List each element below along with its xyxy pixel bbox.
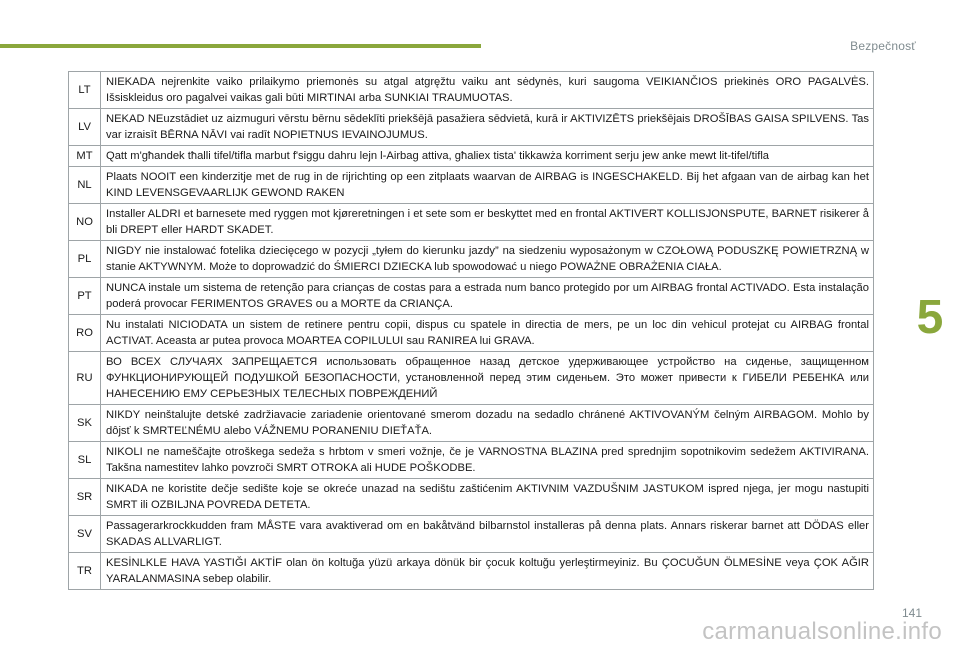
table-row: [69, 204, 874, 241]
warning-text: NEKAD NEuzstādiet uz aizmuguri vērstu bērnu sēdeklīti priekšējā pasažiera sēdvietā, kurā ir AKTIVIZĒTS priekšējais DROŠĪBAS GAISA SPILVENS. Tas var izraisīt BĒRNA NĀVI vai radīt NOPIETNUS IEVAINOJUMUS.: [101, 109, 874, 146]
chapter-number: 5: [916, 290, 944, 344]
header-accent-bar: [0, 44, 481, 48]
language-code: SL: [69, 442, 101, 479]
language-code: PL: [69, 241, 101, 278]
warning-text: ВО ВСЕХ СЛУЧАЯХ ЗАПРЕЩАЕТСЯ использовать обращенное назад детское удерживающее устройство на сиденье, защищенном ФУНКЦИОНИРУЮЩЕЙ ПОДУШКОЙ БЕЗОПАСНОСТИ, установленной перед этим сиденьем. Это может привести к ГИБЕЛИ РЕБЕНКА или НАНЕСЕНИЮ ЕМУ СЕРЬЕЗНЫХ ТЕЛЕСНЫХ ПОВРЕЖДЕНИЙ: [101, 352, 874, 405]
language-code: PT: [69, 278, 101, 315]
page-number: 141: [901, 606, 922, 620]
table-row: [69, 553, 874, 590]
language-code: TR: [69, 553, 101, 590]
warning-text: NIKOLI ne nameščajte otroškega sedeža s hrbtom v smeri vožnje, če je VARNOSTNA BLAZINA pred sprednjim sopotnikovim sedežem AKTIVIRANA. Takšna namestitev lahko povzroči SMRT OTROKA ali HUDE POŠKODBE.: [101, 442, 874, 479]
language-code: LT: [69, 72, 101, 109]
language-code: RO: [69, 315, 101, 352]
warning-text: NIKADA ne koristite dečje sedište koje se okreće unazad na sedištu zaštićenim AKTIVNIM VAZDUŠNIM JASTUKOM ispred njega, jer mogu nastupiti SMRT ili OZBILJNA POVREDA DETETA.: [101, 479, 874, 516]
table-row: [69, 167, 874, 204]
watermark: carmanualsonline.info: [702, 618, 942, 645]
warning-text: Qatt m'għandek tħalli tifel/tifla marbut f'siggu dahru lejn l-Airbag attiva, għaliex tista' tikkawża korriment serju jew anke mewt lit-tifel/tifla: [101, 146, 874, 167]
warning-text: NUNCA instale um sistema de retenção para crianças de costas para a estrada num banco protegido por um AIRBAG frontal ACTIVADO. Esta instalação poderá provocar FERIMENTOS GRAVES ou a MORTE da CRIANÇA.: [101, 278, 874, 315]
language-code: MT: [69, 146, 101, 167]
table-row: [69, 146, 874, 167]
warning-text: NIKDY neinštalujte detské zadržiavacie zariadenie orientované smerom dozadu na sedadlo chránené AKTIVOVANÝM čelným AIRBAGOM. Mohlo by dôjsť k SMRTEĽNÉMU alebo VÁŽNEMU PORANENIU DIEŤAŤA.: [101, 405, 874, 442]
warning-text: KESİNLKLE HAVA YASTIĞI AKTİF olan ön koltuğa yüzü arkaya dönük bir çocuk koltuğu yerleştirmeyiniz. Bu ÇOCUĞUN ÖLMESİNE veya ÇOK AĞIR YARALANMASINA sebep olabilir.: [101, 553, 874, 590]
chapter-tab: [900, 277, 960, 357]
table-row: [69, 405, 874, 442]
airbag-warning-table: [68, 71, 874, 590]
language-code: NL: [69, 167, 101, 204]
language-code: SR: [69, 479, 101, 516]
language-code: RU: [69, 352, 101, 405]
table-row: [69, 72, 874, 109]
language-code: LV: [69, 109, 101, 146]
table-row: [69, 442, 874, 479]
warning-text: Plaats NOOIT een kinderzitje met de rug in de rijrichting op een zitplaats waarvan de AIRBAG is INGESCHAKELD. Bij het afgaan van de airbag kan het KIND LEVENSGEVAARLIJK GEWOND RAKEN: [101, 167, 874, 204]
table-row: [69, 516, 874, 553]
language-code: NO: [69, 204, 101, 241]
section-title: Bezpečnosť: [850, 39, 916, 53]
table-row: [69, 278, 874, 315]
warning-text: Nu instalati NICIODATA un sistem de retinere pentru copii, dispus cu spatele in directia de mers, pe un loc din vehicul protejat cu AIRBAG frontal ACTIVAT. Aceasta ar putea provoca MOARTEA COPILULUI sau RANIREA lui GRAVA.: [101, 315, 874, 352]
table-row: [69, 315, 874, 352]
language-code: SK: [69, 405, 101, 442]
table-row: [69, 479, 874, 516]
warning-text: Passagerarkrockkudden fram MÅSTE vara avaktiverad om en bakåtvänd bilbarnstol installeras på denna plats. Annars riskerar barnet att DÖDAS eller SKADAS ALLVARLIGT.: [101, 516, 874, 553]
table-row: [69, 352, 874, 405]
warning-text: NIEKADA nejrenkite vaiko prilaikymo priemonės su atgal atgręžtu vaiku ant sėdynės, kuri saugoma VEIKIANČIOS priekinės ORO PAGALVĖS. Išsiskleidus oro pagalvei vaikas gali būti MIRTINAI arba SUNKIAI TRAUMUOTAS.: [101, 72, 874, 109]
warning-text: NIGDY nie instalować fotelika dziecięcego w pozycji „tyłem do kierunku jazdy” na siedzeniu wyposażonym w CZOŁOWĄ PODUSZKĘ POWIETRZNĄ w stanie AKTYWNYM. Może to doprowadzić do ŚMIERCI DZIECKA lub spowodować u niego POWAŻNE OBRAŻENIA CIAŁA.: [101, 241, 874, 278]
warning-text: Installer ALDRI et barnesete med ryggen mot kjøreretningen i et sete som er beskyttet med en frontal AKTIVERT KOLLISJONSPUTE, BARNET risikerer å bli DREPT eller HARDT SKADET.: [101, 204, 874, 241]
table-row: [69, 109, 874, 146]
table-row: [69, 241, 874, 278]
language-code: SV: [69, 516, 101, 553]
